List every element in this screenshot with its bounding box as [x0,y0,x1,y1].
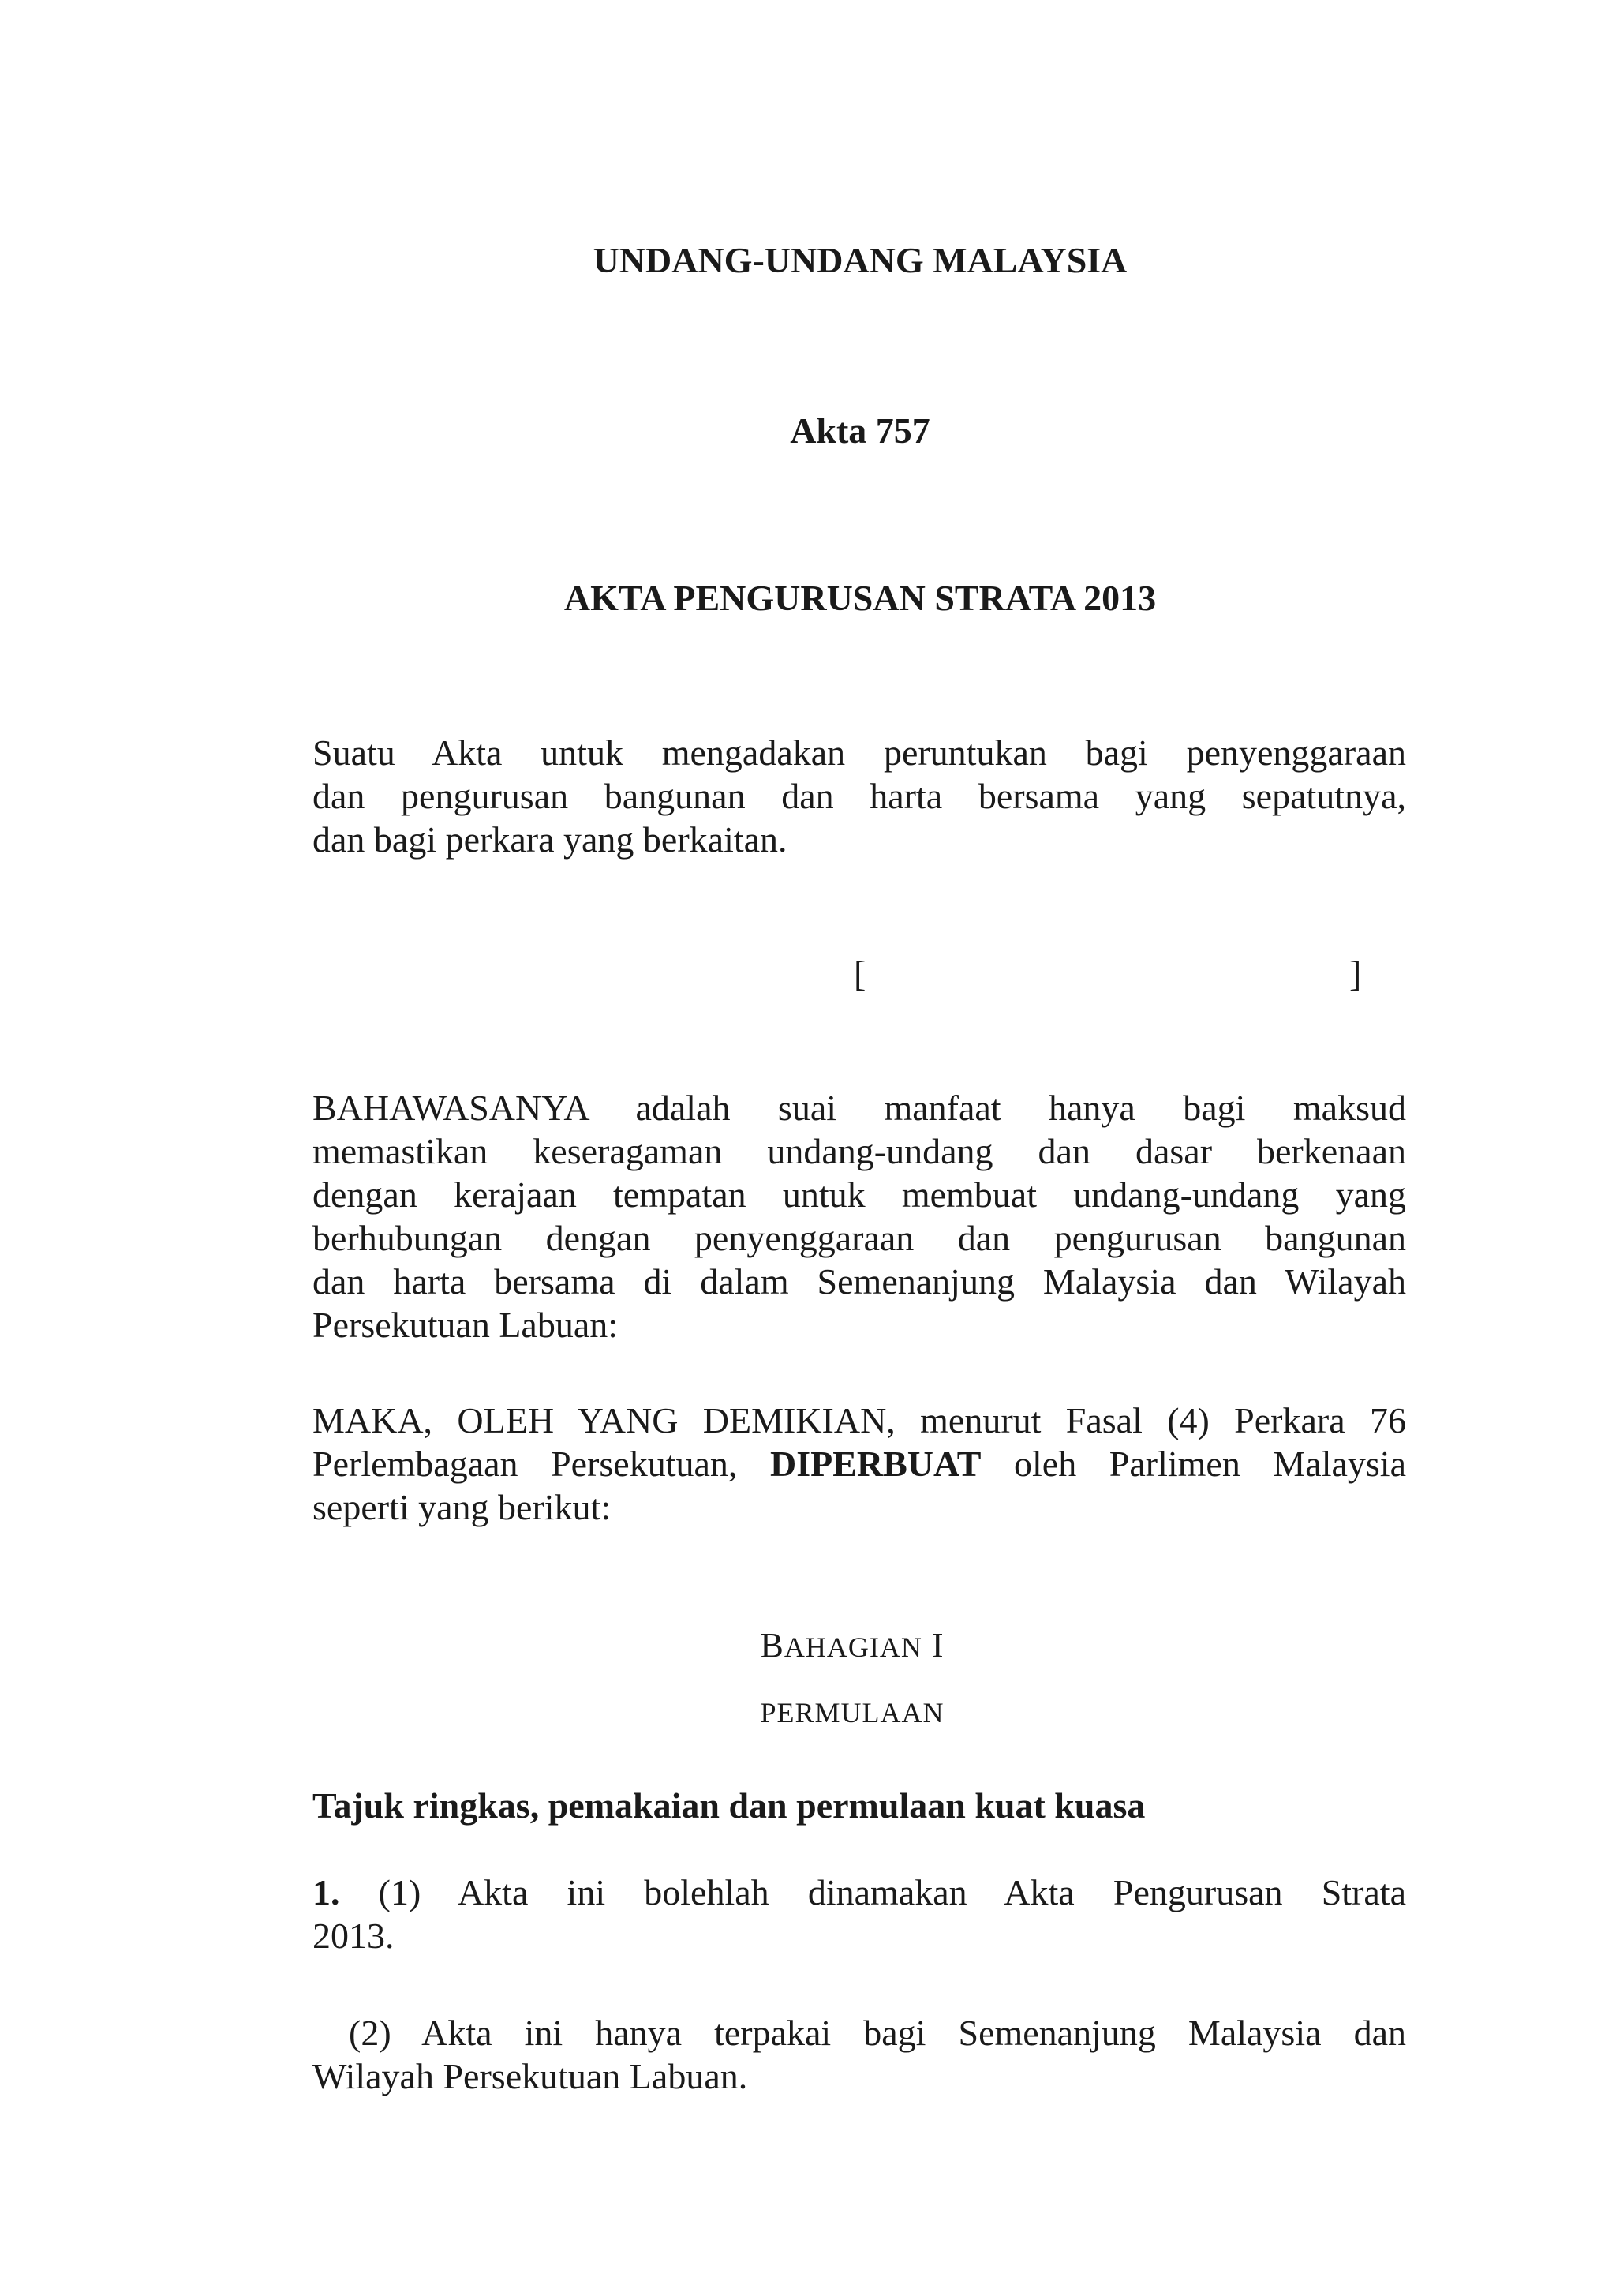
section-1-subsection-2 [312,2011,1406,2098]
enacting-keyword: DIPERBUAT [769,1444,982,1484]
long-title-line: dan pengurusan bangunan dan harta bersama yang sepatutnya, [312,776,1406,816]
section-heading: Tajuk ringkas, pemakaian dan permulaan kuat kuasa [312,1785,1146,1826]
part-title [0,1624,1616,1669]
long-title [312,731,1406,861]
part-title-rest: AHAGIAN [784,1631,922,1663]
enacting-line [312,1442,1406,1485]
enacting-formula [312,1399,1406,1529]
preamble-line: dengan kerajaan tempatan untuk membuat undang-undang yang [312,1174,1406,1215]
preamble-line: memastikan keseragaman undang-undang dan dasar berkenaan [312,1131,1406,1171]
enacting-line: MAKA, OLEH YANG DEMIKIAN, menurut Fasal (4) Perkara 76 [312,1400,1406,1440]
part-subtitle: PERMULAAN [760,1697,945,1729]
preamble [312,1086,1406,1347]
preamble-line: Persekutuan Labuan: [312,1305,619,1345]
enacting-text: Perlembagaan Persekutuan, [312,1444,770,1484]
section-line: (2) Akta ini hanya terpakai bagi Semenanjung Malaysia dan [349,2013,1406,2053]
act-name: AKTA PENGURUSAN STRATA 2013 [563,578,1157,618]
enacting-text: oleh Parlimen Malaysia [981,1444,1406,1484]
preamble-line: BAHAWASANYA adalah suai manfaat hanya bagi maksud [312,1088,1406,1128]
long-title-line: Suatu Akta untuk mengadakan peruntukan bagi penyenggaraan [312,732,1406,773]
section-line: Wilayah Persekutuan Labuan. [312,2056,748,2096]
commencement-bracket-close: ] [1349,953,1362,994]
preamble-line: dan harta bersama di dalam Semenanjung Malaysia dan Wilayah [312,1261,1406,1302]
act-number: Akta 757 [790,410,930,451]
part-title-initial: B [760,1626,784,1665]
section-line [312,1871,1406,1914]
section-text: (1) Akta ini bolehlah dinamakan Akta Pengurusan Strata [339,1872,1406,1912]
long-title-line: dan bagi perkara yang berkaitan. [312,819,787,860]
section-line: 2013. [312,1916,395,1956]
enacting-line: seperti yang berikut: [312,1487,612,1527]
commencement-bracket-open: [ [854,953,866,994]
law-title: UNDANG-UNDANG MALAYSIA [593,240,1128,280]
section-1-subsection-1 [312,1871,1406,1957]
part-title-number: I [922,1626,945,1665]
section-number: 1. [312,1872,340,1912]
preamble-line: berhubungan dengan penyenggaraan dan pengurusan bangunan [312,1218,1406,1258]
